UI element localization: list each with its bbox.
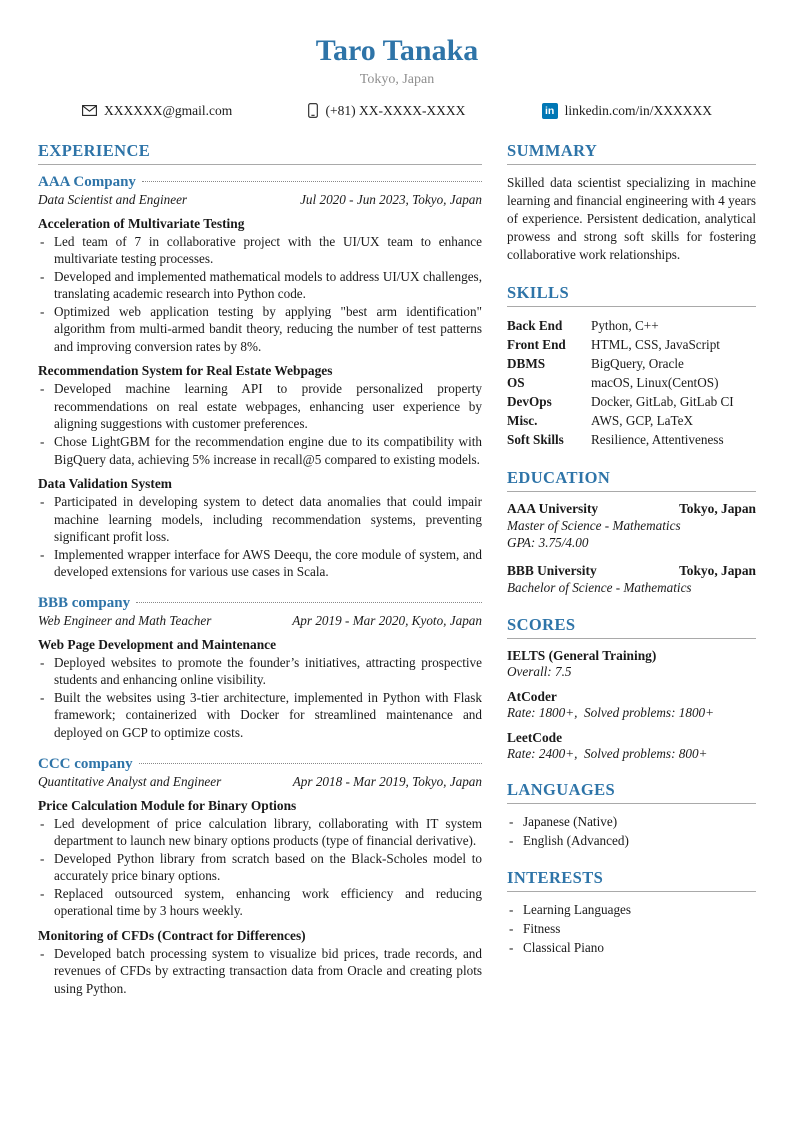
degree: Bachelor of Science - Mathematics — [507, 580, 692, 596]
school-location: Tokyo, Japan — [679, 500, 756, 516]
project-title: Web Page Development and Maintenance — [38, 636, 277, 652]
bullet-item: - Participated in developing system to detect data anomalies that could impair machine learning models, including recommendation systems, preventing significant profit loss. — [38, 493, 482, 546]
interest-item: - Classical Piano — [507, 939, 756, 958]
project-title: Recommendation System for Real Estate Webpages — [38, 363, 333, 379]
school-name: BBB University — [507, 563, 597, 579]
interest-item: - Learning Languages — [507, 901, 756, 920]
linkedin-icon: in — [542, 103, 558, 119]
company-block — [38, 174, 482, 581]
bullet-item: - Implemented wrapper interface for AWS Deequ, the core module of system, and developed extensions for various use cases in Scala. — [38, 546, 482, 581]
project-block — [38, 476, 482, 581]
company-block — [38, 756, 482, 998]
skill-value: Python, C++ — [591, 317, 659, 333]
scores-section — [507, 615, 756, 762]
project-block — [38, 363, 482, 468]
phone-icon — [308, 103, 318, 118]
skill-row — [507, 316, 756, 335]
skill-label: DBMS — [507, 355, 546, 371]
job-dates: Apr 2018 - Mar 2019, Tokyo, Japan — [292, 773, 482, 789]
phone-contact[interactable] — [308, 103, 465, 119]
education-entry — [507, 563, 756, 597]
project-block — [38, 928, 482, 998]
skills-heading: SKILLS — [507, 283, 756, 307]
company-name-row — [38, 595, 482, 612]
bullet-item: - Developed machine learning API to provide personalized property recommendations on real estate webpages, enhancing user experience by aligning suggestions with customer preferences. — [38, 380, 482, 433]
scores-heading: SCORES — [507, 615, 756, 639]
education-school-row — [507, 563, 756, 579]
left-column — [38, 141, 482, 998]
job-title: Web Engineer and Math Teacher — [38, 612, 212, 628]
score-title: AtCoder — [507, 689, 557, 705]
linkedin-contact[interactable] — [542, 103, 712, 119]
skill-label: OS — [507, 375, 525, 391]
interests-section — [507, 868, 756, 957]
language-item: - Japanese (Native) — [507, 813, 756, 832]
right-column — [507, 141, 756, 998]
school-location: Tokyo, Japan — [679, 563, 756, 579]
skill-value: BigQuery, Oracle — [591, 355, 684, 371]
skill-label: Soft Skills — [507, 432, 564, 448]
project-block — [38, 798, 482, 920]
company-name: CCC company — [38, 755, 133, 772]
project-title: Acceleration of Multivariate Testing — [38, 215, 245, 231]
skill-value: AWS, GCP, LaTeX — [591, 413, 694, 429]
project-title: Price Calculation Module for Binary Options — [38, 797, 297, 813]
gpa: GPA: 3.75/4.00 — [507, 535, 589, 551]
job-dates: Jul 2020 - Jun 2023, Tokyo, Japan — [300, 191, 482, 207]
role-row — [38, 774, 482, 790]
education-heading: EDUCATION — [507, 468, 756, 492]
phone-text: (+81) XX-XXXX-XXXX — [325, 102, 466, 118]
interests-heading: INTERESTS — [507, 868, 756, 892]
email-contact[interactable] — [82, 103, 232, 119]
score-entry — [507, 648, 756, 680]
interest-item: - Fitness — [507, 920, 756, 939]
job-title: Quantitative Analyst and Engineer — [38, 773, 222, 789]
score-detail: Rate: 2400+, Solved problems: 800+ — [507, 746, 708, 762]
skill-row — [507, 354, 756, 373]
dotted-leader — [139, 763, 482, 764]
bullet-item: - Built the websites using 3-tier architecture, implemented in Python with Flask framework; containerized with Docker for streamlined maintenance and deployed on GCP to optimize costs. — [38, 689, 482, 742]
skill-label: DevOps — [507, 394, 552, 410]
skill-value: HTML, CSS, JavaScript — [591, 336, 720, 352]
company-name: AAA Company — [38, 173, 136, 190]
job-title: Data Scientist and Engineer — [38, 191, 188, 207]
education-entry — [507, 501, 756, 553]
job-dates: Apr 2019 - Mar 2020, Kyoto, Japan — [292, 612, 482, 628]
project-title: Data Validation System — [38, 476, 172, 492]
skills-section — [507, 283, 756, 450]
skill-row — [507, 373, 756, 392]
bullet-item: - Led development of price calculation library, collaborating with IT system department to launch new binary options products (type of financial derivative). — [38, 815, 482, 850]
skill-label: Back End — [507, 317, 563, 333]
skill-row — [507, 392, 756, 411]
bullet-item: - Developed batch processing system to visualize bid prices, trade records, and revenues of CFDs by extracting transaction data from Oracle and creating plots using Python. — [38, 945, 482, 998]
email-icon — [82, 105, 97, 116]
bullet-item: - Developed Python library from scratch based on the Black-Scholes model to accurately price binary options. — [38, 850, 482, 885]
company-name: BBB company — [38, 594, 131, 611]
dotted-leader — [142, 181, 482, 182]
skill-row — [507, 430, 756, 449]
project-block — [38, 216, 482, 356]
bullet-item: - Developed and implemented mathematical models to address UI/UX challenges, translating academic research into Python code. — [38, 268, 482, 303]
languages-section — [507, 780, 756, 850]
role-row — [38, 192, 482, 208]
language-item: - English (Advanced) — [507, 832, 756, 851]
company-name-row — [38, 174, 482, 191]
skill-row — [507, 411, 756, 430]
summary-section — [507, 141, 756, 265]
skill-value: Resilience, Attentiveness — [591, 432, 724, 448]
bullet-item: - Replaced outsourced system, enhancing work efficiency and reducing operational time by 3 hours weekly. — [38, 885, 482, 920]
score-title: LeetCode — [507, 730, 563, 746]
score-detail: Overall: 7.5 — [507, 664, 572, 680]
skill-row — [507, 335, 756, 354]
bullet-item: - Led team of 7 in collaborative project with the UI/UX team to enhance multivariate testing processes. — [38, 233, 482, 268]
score-detail: Rate: 1800+, Solved problems: 1800+ — [507, 705, 715, 721]
experience-heading: EXPERIENCE — [38, 141, 482, 165]
skill-label: Misc. — [507, 413, 538, 429]
score-entry — [507, 689, 756, 721]
education-school-row — [507, 501, 756, 517]
project-block — [38, 637, 482, 742]
degree: Master of Science - Mathematics — [507, 517, 681, 533]
bullet-item: - Deployed websites to promote the founder’s initiatives, attracting prospective students and enhancing online visibility. — [38, 654, 482, 689]
content-columns — [38, 141, 756, 998]
company-name-row — [38, 756, 482, 773]
dotted-leader — [136, 602, 482, 603]
summary-heading: SUMMARY — [507, 141, 756, 165]
person-name: Taro Tanaka — [315, 34, 479, 67]
email-text: XXXXXX@gmail.com — [104, 102, 233, 118]
company-block — [38, 595, 482, 742]
score-entry — [507, 730, 756, 762]
project-title: Monitoring of CFDs (Contract for Differences) — [38, 927, 306, 943]
languages-heading: LANGUAGES — [507, 780, 756, 804]
skill-label: Front End — [507, 336, 566, 352]
skill-value: macOS, Linux(CentOS) — [591, 375, 719, 391]
role-row — [38, 613, 482, 629]
linkedin-text: linkedin.com/in/XXXXXX — [564, 102, 712, 118]
score-title: IELTS (General Training) — [507, 648, 657, 664]
skill-value: Docker, GitLab, GitLab CI — [591, 394, 734, 410]
header — [38, 34, 756, 119]
bullet-item: - Chose LightGBM for the recommendation engine due to its compatibility with BigQuery data, achieving 5% increase in recall@5 compared to existing models. — [38, 433, 482, 468]
contact-row — [38, 103, 756, 119]
school-name: AAA University — [507, 500, 599, 516]
education-section — [507, 468, 756, 597]
bullet-item: - Optimized web application testing by applying "best arm identification" algorithm from multi-armed bandit theory, reducing the number of test patterns and improving conversion rates by 8%. — [38, 303, 482, 356]
person-location: Tokyo, Japan — [359, 71, 435, 87]
experience-section — [38, 141, 482, 998]
summary-text: Skilled data scientist specializing in machine learning and financial engineering with 4 years of experience. Persistent dedication, analytical prowess and strong soft skills for fostering collaborative work relationships. — [507, 174, 756, 263]
